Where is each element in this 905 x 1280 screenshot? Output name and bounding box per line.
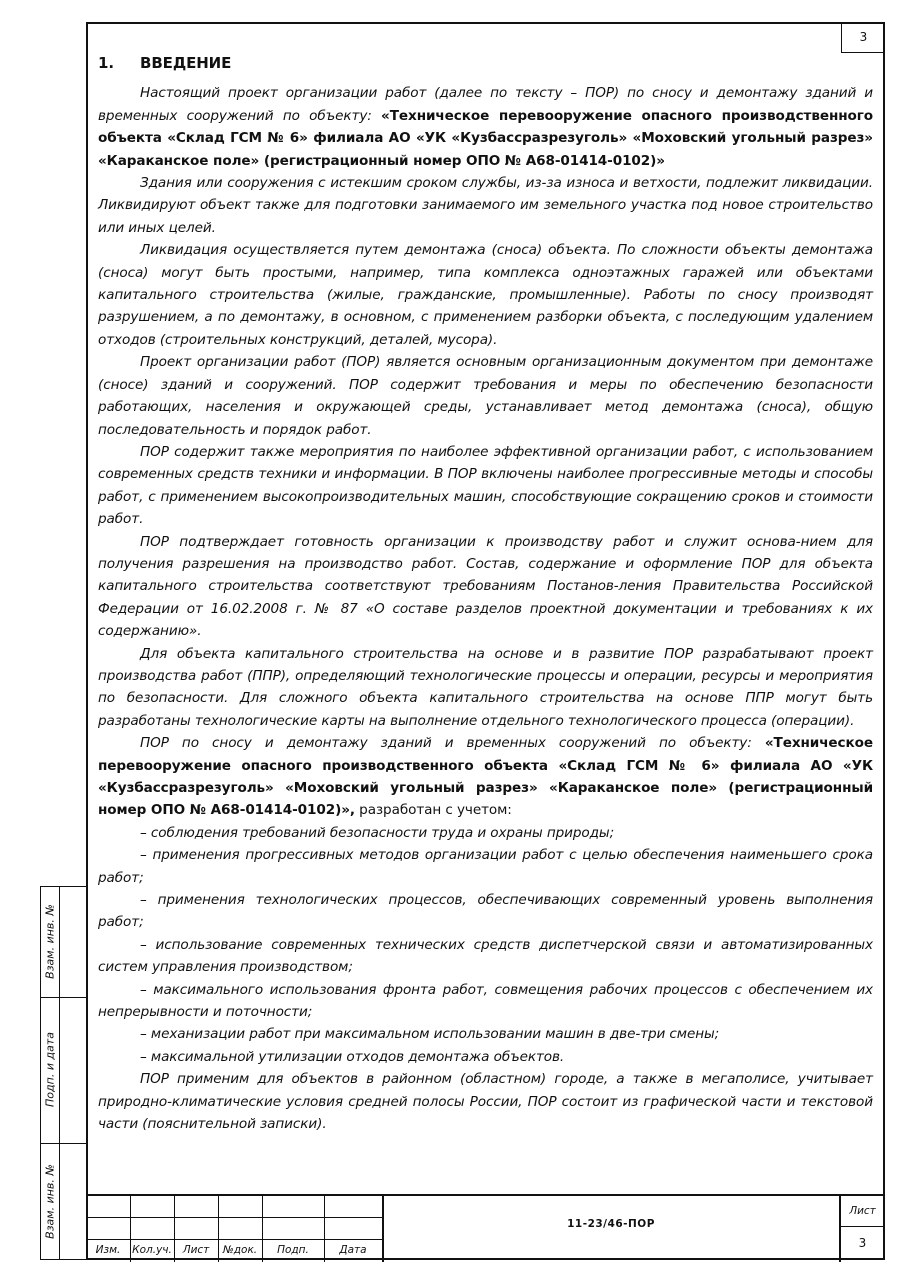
- paragraph: ПОР подтверждает готовность организации к производству работ и служит основа-нием для получения разрешения на производство работ. Состав, содержание и оформление ПОР для объекта капитального строительства соответствуют требованиям Постанов-ления Правительства Российской Федерации от 16.02.2008 г. № 87 «О составе разделов проектной документации и требованиях к их содержанию».: [98, 533, 873, 640]
- list-item: – применения технологических процессов, обеспечивающих современный уровень выполнения работ;: [98, 892, 873, 931]
- document-code: 11-23/46-ПОР: [567, 1218, 655, 1230]
- object-name: «Техническое перевооружение опасного производственного объекта «Склад ГСМ № 6» филиала АО «УК «Кузбассразрезуголь» «Моховский угольный разрез» «Караканское поле» (регистрационный номер ОПО № А68-01414-0102)»,: [98, 735, 873, 819]
- paragraph: ПОР применим для объектов в районном (областном) городе, а также в мегаполисе, учитывает природно-климатические условия средней полосы России, ПОР состоит из графической части и текстовой части (пояснительной записки).: [98, 1071, 873, 1133]
- sheet-number: 3: [858, 1236, 867, 1250]
- list-item: – механизации работ при максимальном использовании машин в две-три смены;: [140, 1026, 720, 1043]
- paragraph: ПОР содержит также мероприятия по наиболее эффективной организации работ, с использованием современных средств техники и информации. В ПОР включены наиболее прогрессивные методы и способы работ, с применением высокопроизводительных машин, способствующие сокращению сроков и стоимости работ.: [98, 443, 873, 528]
- header-ndok: №док.: [222, 1244, 258, 1256]
- paragraph: Проект организации работ (ПОР) является основным организационным документом при демонтаже (сносе) зданий и сооружений. ПОР содержит требования и меры по обеспечению безопасности работающих, населения и окружающей среды, устанавливает метод демонтажа (сноса), общую последовательность и порядок работ.: [98, 354, 873, 438]
- paragraph-text: Настоящий проект организации работ (далее по тексту – ПОР) по сносу и демонтажу зданий и временных сооружений по объекту:: [98, 85, 873, 124]
- header-kol-uch: Кол.уч.: [132, 1244, 172, 1256]
- paragraph: Здания или сооружения с истекшим сроком службы, из-за износа и ветхости, подлежит ликвидации. Ликвидируют объект также для подготовки занимаемого им земельного участка под новое строительство или иных целей.: [98, 175, 873, 236]
- sheet-label: Лист: [849, 1205, 876, 1217]
- top-page-number: 3: [841, 22, 885, 53]
- document-body: [98, 52, 873, 1136]
- object-name: «Техническое перевооружение опасного производственного объекта «Склад ГСМ № 6» филиала АО «УК «Кузбассразрезуголь» «Моховский угольный разрез» «Караканское поле» (регистрационный номер ОПО № А68-01414-0102)»: [98, 107, 874, 169]
- section-heading: [98, 52, 873, 74]
- list-item: – использование современных технических средств диспетчерской связи и автоматизированных систем управления производством;: [98, 936, 873, 976]
- paragraph: [98, 732, 873, 822]
- section-title: ВВЕДЕНИЕ: [140, 54, 232, 72]
- header-list: Лист: [182, 1244, 210, 1256]
- list-item: – максимального использования фронта работ, совмещения рабочих процессов с обеспечением их непрерывности и поточности;: [98, 981, 873, 1021]
- stamp-inv: Взам. инв. №: [43, 1164, 57, 1239]
- list-item: – применения прогрессивных методов организации работ с целью обеспечения наименьшего срока работ;: [98, 847, 873, 886]
- header-izm: Изм.: [95, 1244, 121, 1256]
- list-item: – максимальной утилизации отходов демонтажа объектов.: [140, 1048, 565, 1065]
- paragraph-text: разработан с учетом:: [354, 802, 512, 819]
- stamp-podp-data: Подп. и дата: [43, 1032, 57, 1107]
- section-number: 1.: [98, 54, 114, 72]
- side-stamp: [40, 886, 86, 1260]
- paragraph: [98, 82, 873, 172]
- paragraph: Ликвидация осуществляется путем демонтажа (сноса) объекта. По сложности объекты демонтажа (сноса) могут быть простыми, например, типа комплекса одноэтажных гаражей или объектами капитального строительства (жилые, гражданские, промышленные). Работы по сносу производят разрушением, а по демонтажу, в основном, с применением разборки объекта, с последующим удалением отходов (строительных конструкций, деталей, мусора).: [98, 242, 873, 348]
- header-podp: Подп.: [277, 1244, 309, 1256]
- paragraph-text: ПОР по сносу и демонтажу зданий и временных сооружений по объекту:: [140, 735, 765, 752]
- paragraph: Для объекта капитального строительства на основе и в развитие ПОР разрабатывают проект производства работ (ППР), определяющий технологические процессы и операции, ресурсы и мероприятия по безопасности. Для сложного объекта капитального строительства на основе ППР могут быть разработаны технологические карты на выполнение отдельного технологического процесса (операции).: [98, 645, 873, 729]
- header-data: Дата: [339, 1244, 367, 1256]
- stamp-vzam-inv: Взам. инв. №: [43, 904, 57, 979]
- list-item: – соблюдения требований безопасности труда и охраны природы;: [140, 824, 615, 841]
- title-block: [86, 1194, 885, 1260]
